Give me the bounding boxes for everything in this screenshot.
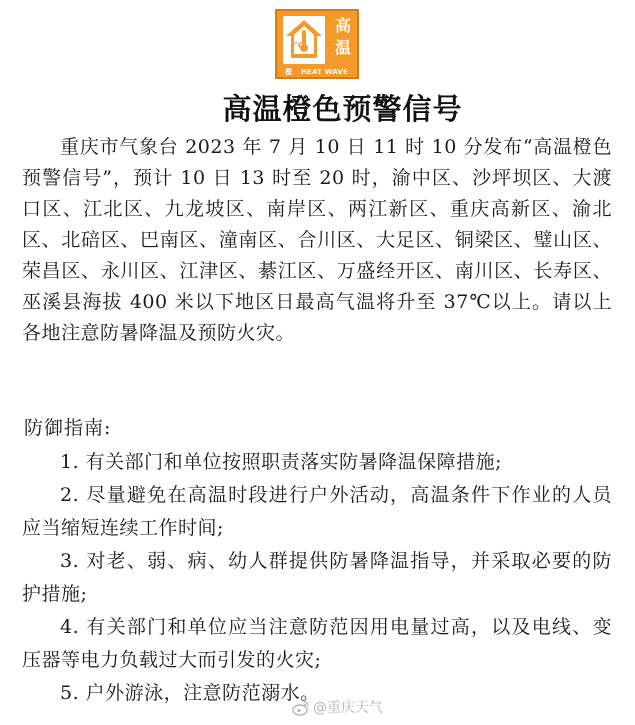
guide-item: 1. 有关部门和单位按照职责落实防暑降温保障措施; xyxy=(60,451,503,473)
badge-footer xyxy=(283,67,353,77)
watermark-text: @重庆天气 xyxy=(313,700,383,716)
guide-heading: 防御指南: xyxy=(24,417,112,439)
badge-unit: ℃ xyxy=(294,41,304,50)
guide-item: 5. 户外游泳，注意防范溺水。 xyxy=(60,682,320,704)
badge-char-bottom: 温 xyxy=(334,38,351,57)
notice-paragraph: 重庆市气象台 2023 年 7 月 10 日 11 时 10 分发布“高温橙色预警信号”，预计 10 日 13 时至 20 时，渝中区、沙坪坝区、大渡口区、江北区、九龙坡区、南岸区、两江新区、重庆高新区、渝北区、北碚区、巴南区、潼南区、合川区、大足区、铜梁区、璧山区、荣昌区、永川区、江津区、綦江区、万盛经开区、南川区、长寿区、巫溪县海拔 400 米以下地区日最高气温将升至 37℃以上。请以上各地注意防暑降温及预防火灾。 xyxy=(22,136,612,344)
weibo-icon xyxy=(292,700,310,716)
heat-wave-warning-logo xyxy=(275,9,359,79)
watermark xyxy=(292,698,383,718)
badge-english: HEAT WAVE xyxy=(301,68,349,76)
guide-list xyxy=(22,446,612,710)
guide-item: 2. 尽量避免在高温时段进行户外活动，高温条件下作业的人员应当缩短连续工作时间; xyxy=(22,484,612,539)
badge-level-char: 橙 xyxy=(285,68,292,76)
thermometer-house-icon xyxy=(283,16,325,64)
guide-item: 3. 对老、弱、病、幼人群提供防暑降温指导，并采取必要的防护措施; xyxy=(22,550,612,605)
badge-char-top: 高 xyxy=(334,16,351,35)
page-title: 高温橙色预警信号 xyxy=(222,92,463,126)
guide-item: 4. 有关部门和单位应当注意防范因用电量过高，以及电线、变压器等电力负载过大而引发的火灾; xyxy=(22,616,612,671)
badge-chars xyxy=(331,15,355,59)
